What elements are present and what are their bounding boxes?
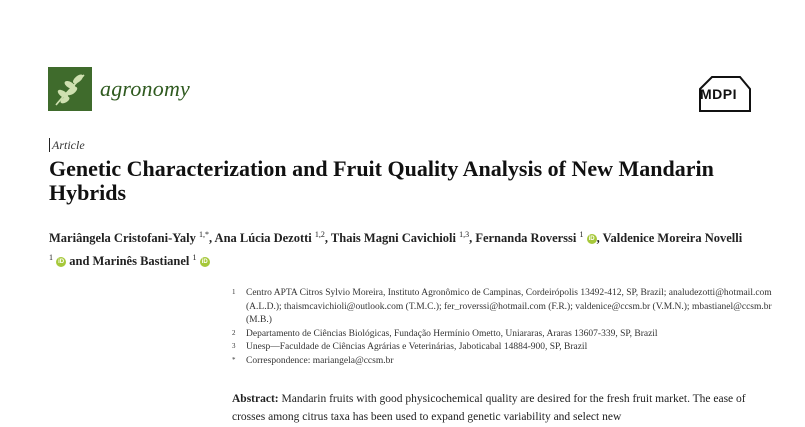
author-list [49,225,749,271]
affiliation-number: 3 [232,342,236,350]
affiliation-item [232,287,772,328]
abstract [232,390,772,426]
text-cursor [49,138,50,152]
article-type: Article [52,138,85,152]
affiliation-number: * [232,355,236,364]
journal-name: agronomy [100,76,190,101]
orcid-icon[interactable]: iD [201,259,208,266]
author-name[interactable]: Thais Magni Cavichioli [330,231,456,246]
author-name[interactable]: Mariângela Cristofani-Yaly [49,231,196,246]
orcid-icon[interactable]: iD [588,236,595,243]
journal-logo [48,67,92,111]
orcid-icon[interactable]: iD [58,259,65,266]
author-affiliation-marker: 1 [192,253,197,263]
affiliation-item [232,341,772,355]
affiliation-text: Correspondence: mariangela@ccsm.br [246,355,394,366]
abstract-text: Mandarin fruits with good physicochemical quality are desired for the fresh fruit market. The ease of crosses among citrus taxa has been used to expand genetic variability and select new [232,393,746,423]
author-name[interactable]: Ana Lúcia Dezotti [214,231,312,246]
publisher-name: MDPI [700,86,737,102]
author-affiliation-marker: 1,2 [314,230,325,239]
affiliation-text: Centro APTA Citros Sylvio Moreira, Instituto Agronômico de Campinas, Cordeirópolis 13492-412, SP, Brazil; analudezotti@hotmail.com (A.L.D.); thaismcavichioli@outlook.com (T.M.C.); fer_roverssi@hotmail.com (F.R.); valdenice@ccsm.br (V.M.N.); mbastianel@ccsm.br (M.B.) [246,288,772,325]
author-name[interactable]: Marinês Bastianel [92,254,190,269]
affiliation-text: Unesp—Faculdade de Ciências Agrárias e Veterinárias, Jaboticabal 14884-900, SP, Brazil [246,342,588,352]
author-affiliation-marker: 1,3 [459,230,470,239]
affiliation-list [232,287,772,368]
affiliation-text: Departamento de Ciências Biológicas, Fundação Hermínio Ometto, Uniararas, Araras 13607-339, SP, Brazil [246,328,658,339]
author-affiliation-marker: 1 [49,253,53,263]
author-separator: , [208,231,215,246]
article-title: Genetic Characterization and Fruit Quality Analysis of New Mandarin Hybrids [49,156,714,205]
affiliation-number: 1 [232,288,236,296]
affiliation-item [232,328,772,342]
author-separator: , [324,231,331,246]
author-separator: and [66,254,93,269]
affiliation-item [232,355,772,369]
abstract-label: Abstract: [232,393,279,405]
author-affiliation-marker: 1,* [198,230,209,239]
author-name[interactable]: Valdenice Moreira Novelli [602,231,743,246]
author-separator: , [596,231,603,246]
author-separator: , [469,231,476,246]
author-affiliation-marker: 1 [579,230,584,239]
author-name[interactable]: Fernanda Roverssi [475,231,577,246]
affiliation-number: 2 [232,328,236,337]
